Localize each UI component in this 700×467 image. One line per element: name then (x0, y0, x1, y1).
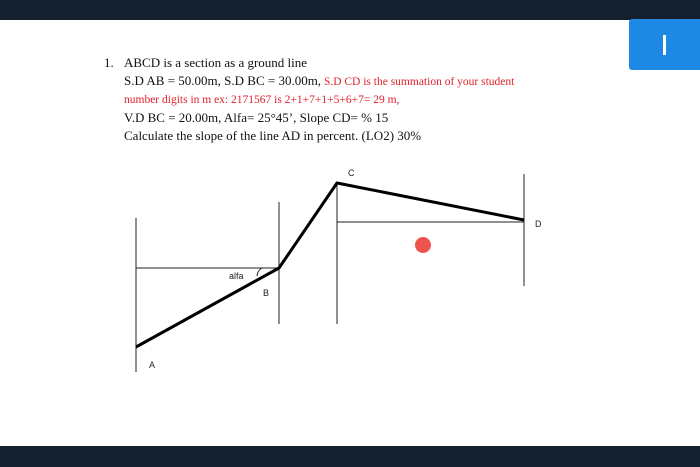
label-a: A (149, 360, 156, 370)
cursor-dot (415, 237, 431, 253)
question-line-1: ABCD is a section as a ground line (124, 55, 308, 70)
label-b: B (263, 288, 270, 298)
alfa-angle-arc (257, 268, 262, 276)
question-line-4: V.D BC = 20.00m, Alfa= 25°45’, Slope CD= % 15 (124, 110, 389, 125)
ground-line-abcd (136, 183, 524, 347)
bottom-bar (0, 446, 700, 467)
label-d: D (535, 219, 542, 229)
question-number: 1. (104, 55, 114, 70)
question-line-3: number digits in m ex: 2171567 is 2+1+7+1+5+6+7= 29 m, (124, 94, 400, 106)
label-c: C (348, 168, 355, 178)
label-alfa: alfa (229, 271, 244, 281)
question-line-2-black: S.D AB = 50.00m, S.D BC = 30.00m, (124, 73, 322, 88)
question-line-5: Calculate the slope of the line AD in percent. (LO2) 30% (124, 128, 422, 143)
question-line-2-red: S.D CD is the summation of your student (321, 76, 515, 88)
